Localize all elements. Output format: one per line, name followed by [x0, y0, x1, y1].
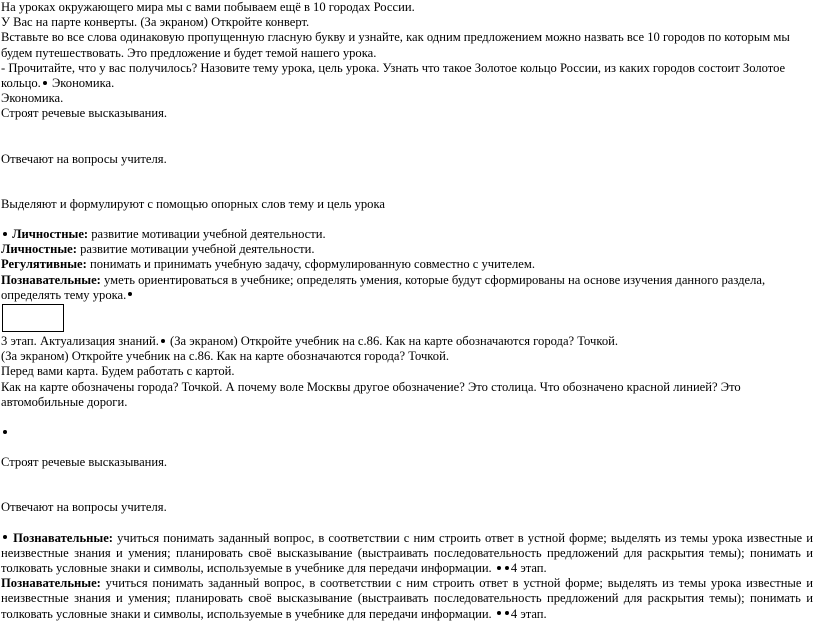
answer-questions-1: Отвечают на вопросы учителя.	[1, 151, 167, 166]
spacer	[1, 470, 813, 500]
spacer	[1, 516, 813, 531]
textbook-instruction: (За экраном) Откройте учебник на с.86. Как на карте обозначаются города? Точкой.	[1, 349, 449, 364]
personal-text-2: развитие мотивации учебной деятельности.	[76, 242, 315, 257]
spacer	[1, 122, 813, 152]
bullet-icon	[43, 81, 47, 85]
topic-question-text: - Прочитайте, что у вас получилось? Назовите тему урока, цель урока. Узнать что такое Золотое кольцо России, из каких городов состоит Золотое кольцо.	[1, 60, 786, 91]
spacer	[1, 440, 813, 455]
topic-question	[1, 61, 813, 91]
personal-label-2: Личностные:	[1, 242, 77, 257]
personal-outcome-2	[1, 242, 813, 257]
personal-label-1: Личностные:	[12, 227, 89, 242]
regulatory-label: Регулятивные:	[1, 257, 87, 272]
map-questions: Как на карте обозначены города? Точкой. А почему воле Москвы другое обозначение? Это столица. Что обозначено красной линией? Это автомобильные дороги.	[1, 379, 741, 409]
cognitive-outcome-3	[1, 576, 813, 622]
insert-vowel-task: Вставьте во все слова одинаковую пропущенную гласную букву и узнайте, как одним предложением можно назвать все 10 городов по которым мы будем путешествовать. Это предложение и будет темой нашего урока.	[1, 30, 790, 60]
cognitive-label-3: Познавательные:	[1, 576, 101, 591]
answer-questions-2: Отвечают на вопросы учителя.	[1, 500, 167, 515]
spacer	[1, 212, 813, 227]
bullet-icon	[128, 292, 132, 296]
topic-question-tail: Экономика.	[48, 76, 115, 91]
stage-3-title: 3 этап. Актуализация знаний.	[1, 334, 159, 349]
bullet-icon	[3, 232, 7, 236]
cognitive-text-1: уметь ориентироваться в учебнике; определять умения, которые будут сформированы на основе изучения данного раздела, определять тему урока.	[1, 272, 766, 302]
bullet-icon	[3, 430, 7, 434]
stage-3-heading	[1, 334, 813, 349]
envelope-instruction: У Вас на парте конверты. (За экраном) Откройте конверт.	[1, 15, 310, 30]
bullet-icon	[497, 611, 501, 615]
cognitive-label-2: Познавательные:	[13, 530, 113, 545]
intro-sentence: На уроках окружающего мира мы с вами побываем ещё в 10 городах России.	[1, 0, 415, 14]
topic-goal-formulation: Выделяют и формулируют с помощью опорных слов тему и цель урока	[1, 196, 385, 211]
stage-4-label-2: 4 этап.	[510, 606, 547, 621]
economy-line: Экономика.	[1, 91, 64, 106]
personal-text-1: развитие мотивации учебной деятельности.	[88, 227, 326, 242]
bullet-icon	[3, 535, 7, 539]
empty-frame	[2, 304, 64, 332]
stage-4-label-1: 4 этап.	[510, 561, 547, 576]
bullet-icon	[161, 339, 165, 343]
regulatory-outcome	[1, 257, 813, 272]
personal-outcome-1	[1, 227, 813, 242]
cognitive-outcome-2	[1, 531, 813, 577]
spacer	[1, 410, 813, 425]
cognitive-text-3: учиться понимать заданный вопрос, в соответствии с ним строить ответ в устной форме; выделять из темы урока известные и неизвестные знания и умения; планировать своё высказывание (выстраивать последовательность предложений для раскрытия темы); понимать и толковать условные знаки и символы, используемые в учебнике для передачи информации.	[1, 576, 813, 621]
bullet-icon	[505, 611, 509, 615]
lone-bullet	[1, 425, 813, 440]
stage-3-text: (За экраном) Откройте учебник на с.86. Как на карте обозначаются города? Точкой.	[166, 334, 618, 349]
cognitive-label-1: Познавательные:	[1, 272, 101, 287]
spacer	[1, 167, 813, 197]
cognitive-outcome-1	[1, 273, 813, 303]
speech-statements-2: Строят речевые высказывания.	[1, 455, 168, 470]
speech-statements-1: Строят речевые высказывания.	[1, 106, 168, 121]
bullet-icon	[497, 566, 501, 570]
map-instruction: Перед вами карта. Будем работать с картой.	[1, 364, 235, 379]
regulatory-text: понимать и принимать учебную задачу, сформулированную совместно с учителем.	[86, 257, 535, 272]
bullet-icon	[505, 566, 509, 570]
cognitive-text-2: учиться понимать заданный вопрос, в соответствии с ним строить ответ в устной форме; выделять из темы урока известные и неизвестные знания и умения; планировать своё высказывание (выстраивать последовательность предложений для раскрытия темы); понимать и толковать условные знаки и символы, используемые в учебнике для передачи информации.	[1, 530, 813, 576]
